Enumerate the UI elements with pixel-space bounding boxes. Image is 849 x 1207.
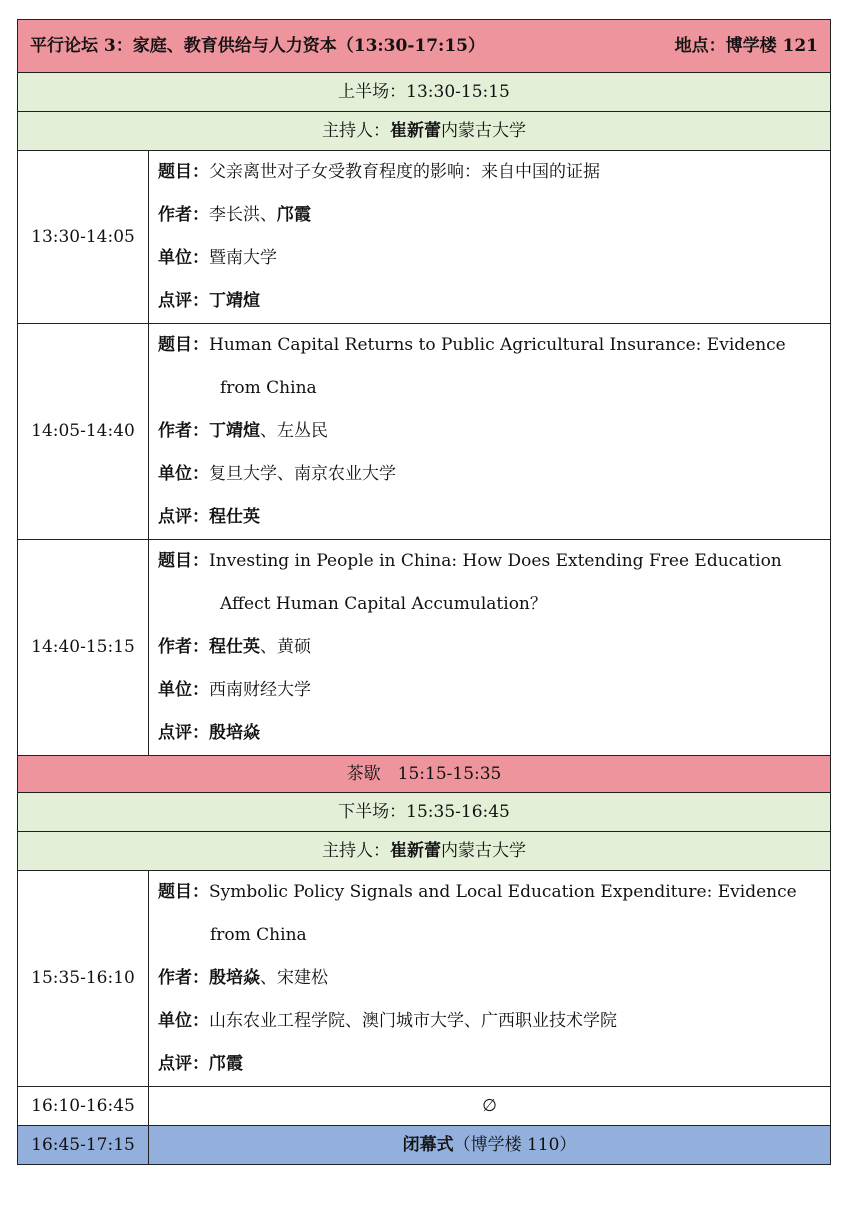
talk1-review — [158, 280, 824, 323]
talk4-details — [149, 871, 831, 1087]
talk4-unit-text: 山东农业工程学院、澳门城市大学、广西职业技术学院 — [209, 1011, 617, 1032]
talk1-time: 13:30-14:05 — [18, 151, 149, 324]
closing-time: 16:45-17:15 — [18, 1126, 149, 1165]
talk2-reviewer: 程仕英 — [209, 507, 260, 528]
session1-title: 上半场：13:30-15:15 — [338, 81, 510, 102]
talk3-title-continued: Affect Human Capital Accumulation？ — [220, 594, 547, 615]
talk1-unit — [158, 237, 824, 280]
session1-header-cell — [18, 73, 831, 151]
talk4-unit — [158, 1000, 824, 1043]
forum-header-cell — [18, 20, 831, 73]
talk2-title — [158, 324, 824, 367]
talk4-title — [158, 871, 824, 914]
closing-label-rest: （博学楼 110） — [453, 1134, 577, 1155]
talk-row-4 — [18, 871, 831, 1087]
talk1-title-text: 父亲离世对子女受教育程度的影响：来自中国的证据 — [209, 162, 600, 183]
tea-break-text: 茶歇 15:15-15:35 — [18, 756, 831, 793]
talk4-author-plain: 、宋建松 — [260, 968, 328, 989]
session1-host-label: 主持人： — [322, 120, 390, 141]
session2-host-name: 崔新蕾 — [390, 840, 441, 861]
closing-row — [18, 1126, 831, 1165]
talk-row-2 — [18, 324, 831, 540]
talk2-details — [149, 324, 831, 540]
talk1-author-bold: 邝霞 — [277, 205, 311, 226]
forum-title: 平行论坛 3：家庭、教育供给与人力资本（13:30-17:15） — [30, 35, 485, 56]
review-label: 点评： — [158, 723, 209, 744]
talk1-details — [149, 151, 831, 324]
empty-slot-time: 16:10-16:45 — [18, 1087, 149, 1126]
unit-label: 单位： — [158, 1011, 209, 1032]
review-label: 点评： — [158, 1054, 209, 1075]
talk3-author-plain: 、黄硕 — [260, 637, 311, 658]
talk1-unit-text: 暨南大学 — [209, 248, 277, 269]
title-label: 题目： — [158, 335, 209, 356]
talk2-review — [158, 496, 824, 539]
empty-slot-row — [18, 1087, 831, 1126]
talk1-author-plain: 李长洪、 — [209, 205, 277, 226]
author-label: 作者： — [158, 421, 209, 442]
unit-label: 单位： — [158, 680, 209, 701]
title-label: 题目： — [158, 551, 209, 572]
talk3-details — [149, 540, 831, 756]
session2-host-affil: 内蒙古大学 — [441, 840, 526, 861]
title-label: 题目： — [158, 882, 209, 903]
talk3-unit — [158, 669, 824, 712]
talk4-title-continued: from China — [210, 925, 307, 946]
author-label: 作者： — [158, 968, 209, 989]
session2-header-cell — [18, 793, 831, 871]
talk4-time: 15:35-16:10 — [18, 871, 149, 1087]
review-label: 点评： — [158, 291, 209, 312]
talk-row-1 — [18, 151, 831, 324]
talk2-author-bold: 丁靖煊 — [209, 421, 260, 442]
session1-host-affil: 内蒙古大学 — [441, 120, 526, 141]
talk3-unit-text: 西南财经大学 — [209, 680, 311, 701]
talk3-review — [158, 712, 824, 755]
talk2-authors — [158, 410, 824, 453]
talk2-title-text-1: Human Capital Returns to Public Agricultural Insurance: Evidence — [209, 335, 786, 356]
talk4-author-bold: 殷培焱 — [209, 968, 260, 989]
session2-host-label: 主持人： — [322, 840, 390, 861]
author-label: 作者： — [158, 637, 209, 658]
talk-row-3 — [18, 540, 831, 756]
title-label: 题目： — [158, 162, 209, 183]
author-label: 作者： — [158, 205, 209, 226]
forum-header-row — [18, 20, 831, 73]
talk3-reviewer: 殷培焱 — [209, 723, 260, 744]
session2-header-row — [18, 793, 831, 871]
talk4-review — [158, 1043, 824, 1086]
talk1-reviewer: 丁靖煊 — [209, 291, 260, 312]
session1-header-row — [18, 73, 831, 151]
tea-break-row — [18, 756, 831, 793]
talk4-reviewer: 邝霞 — [209, 1054, 243, 1075]
talk2-unit — [158, 453, 824, 496]
unit-label: 单位： — [158, 248, 209, 269]
closing-label — [149, 1126, 831, 1165]
closing-label-bold: 闭幕式 — [402, 1134, 454, 1155]
talk4-title-text-1: Symbolic Policy Signals and Local Education Expenditure: Evidence — [209, 882, 797, 903]
talk3-author-bold: 程仕英 — [209, 637, 260, 658]
review-label: 点评： — [158, 507, 209, 528]
talk4-authors — [158, 957, 824, 1000]
session2-host — [18, 831, 830, 870]
session1-host-name: 崔新蕾 — [390, 120, 441, 141]
talk1-authors — [158, 194, 824, 237]
session2-title: 下半场：15:35-16:45 — [338, 801, 510, 822]
empty-slot-content: ∅ — [149, 1087, 831, 1126]
talk1-title — [158, 151, 824, 194]
talk2-title-continued: from China — [220, 378, 317, 399]
schedule-table — [17, 19, 831, 1165]
unit-label: 单位： — [158, 464, 209, 485]
session1-host — [18, 111, 830, 150]
talk2-unit-text: 复旦大学、南京农业大学 — [209, 464, 396, 485]
forum-location: 地点：博学楼 121 — [674, 35, 819, 56]
talk3-title-text-1: Investing in People in China: How Does Extending Free Education — [209, 551, 782, 572]
talk2-time: 14:05-14:40 — [18, 324, 149, 540]
talk2-author-plain: 、左丛民 — [260, 421, 328, 442]
talk3-title — [158, 540, 824, 583]
talk3-time: 14:40-15:15 — [18, 540, 149, 756]
talk3-authors — [158, 626, 824, 669]
